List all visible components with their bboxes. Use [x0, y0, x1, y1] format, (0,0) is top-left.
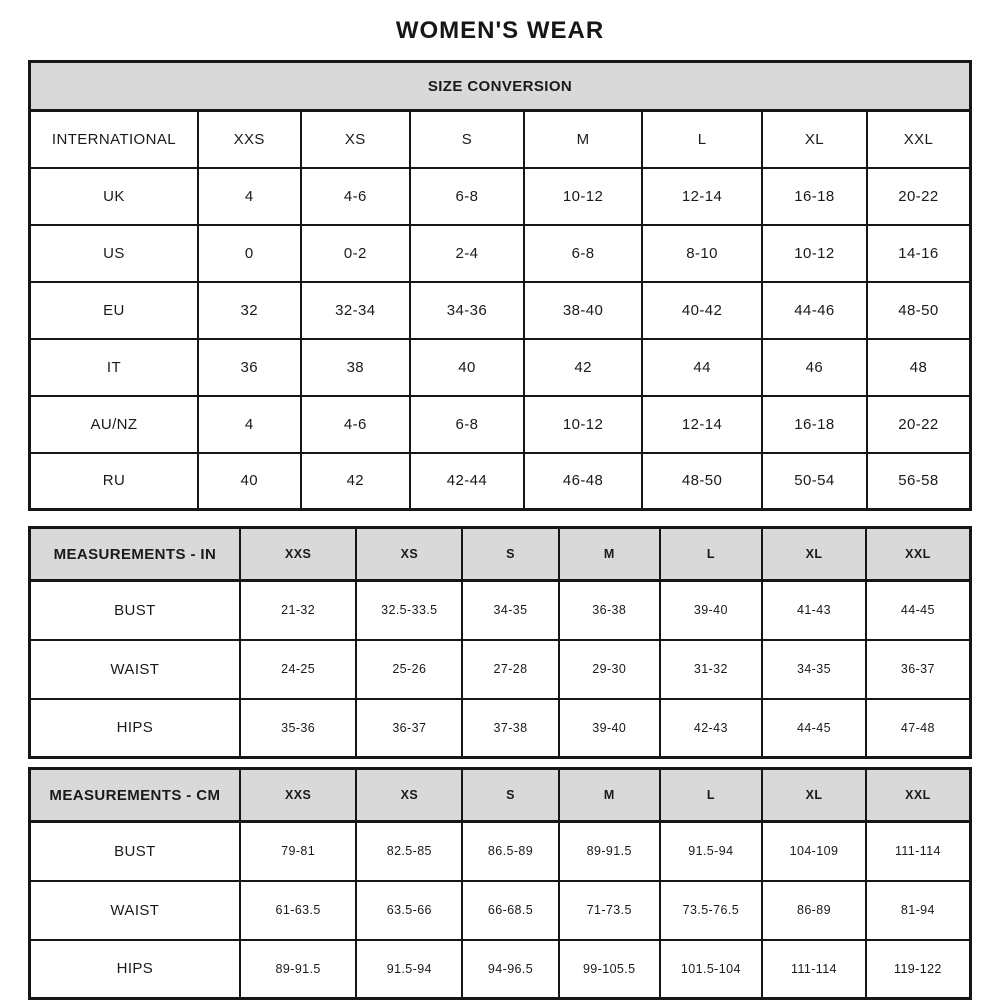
column-header-size: S [462, 769, 559, 822]
size-value-cell: 6-8 [524, 225, 643, 282]
measurement-value-cell: 86-89 [762, 881, 866, 940]
measurement-value-cell: 32.5-33.5 [356, 581, 462, 640]
measurement-value-cell: 89-91.5 [240, 940, 357, 999]
region-label: UK [30, 168, 198, 225]
column-header-size: M [559, 528, 660, 581]
size-value-cell: 44 [642, 339, 762, 396]
measurements-in-row [30, 581, 971, 640]
size-value-cell: 12-14 [642, 396, 762, 453]
table-gap [28, 511, 972, 518]
column-header-size: XXS [240, 528, 357, 581]
size-value-cell: 4 [198, 168, 301, 225]
measurement-value-cell: 34-35 [462, 581, 559, 640]
measurements-in-row [30, 699, 971, 758]
column-header-size: XS [356, 769, 462, 822]
size-value-cell: 8-10 [642, 225, 762, 282]
measurement-value-cell: 39-40 [660, 581, 763, 640]
size-value-cell: 6-8 [410, 396, 524, 453]
size-value-cell: 0 [198, 225, 301, 282]
measurement-value-cell: 73.5-76.5 [660, 881, 763, 940]
measurement-value-cell: 71-73.5 [559, 881, 660, 940]
size-value-cell: 42 [301, 453, 411, 510]
measurement-value-cell: 111-114 [866, 822, 971, 881]
size-value-cell: 4-6 [301, 396, 411, 453]
size-value-cell: 48-50 [867, 282, 971, 339]
measurements-cm-header-row [30, 769, 971, 822]
measurements-cm-table [28, 767, 972, 1000]
measurement-value-cell: 79-81 [240, 822, 357, 881]
measurement-value-cell: 36-38 [559, 581, 660, 640]
column-header-size: S [410, 111, 524, 168]
size-value-cell: 56-58 [867, 453, 971, 510]
measurement-value-cell: 99-105.5 [559, 940, 660, 999]
measurement-label: BUST [30, 822, 240, 881]
region-label: EU [30, 282, 198, 339]
column-header-size: XS [356, 528, 462, 581]
measurement-value-cell: 29-30 [559, 640, 660, 699]
measurement-value-cell: 82.5-85 [356, 822, 462, 881]
size-value-cell: 10-12 [524, 168, 643, 225]
measurement-value-cell: 42-43 [660, 699, 763, 758]
measurement-value-cell: 31-32 [660, 640, 763, 699]
size-value-cell: 48 [867, 339, 971, 396]
measurements-cm-row [30, 940, 971, 999]
measurement-value-cell: 44-45 [762, 699, 866, 758]
column-header-size: L [660, 769, 763, 822]
column-header-size: XXL [867, 111, 971, 168]
column-header-size: XXL [866, 528, 971, 581]
column-header-size: S [462, 528, 559, 581]
measurement-value-cell: 37-38 [462, 699, 559, 758]
measurement-value-cell: 81-94 [866, 881, 971, 940]
measurement-value-cell: 35-36 [240, 699, 357, 758]
region-label: RU [30, 453, 198, 510]
measurement-value-cell: 61-63.5 [240, 881, 357, 940]
column-header-size: XL [762, 528, 866, 581]
measurement-value-cell: 47-48 [866, 699, 971, 758]
column-header-international: INTERNATIONAL [30, 111, 198, 168]
measurement-value-cell: 25-26 [356, 640, 462, 699]
column-header-size: L [642, 111, 762, 168]
size-value-cell: 46-48 [524, 453, 643, 510]
size-value-cell: 0-2 [301, 225, 411, 282]
size-chart-page [28, 0, 972, 1000]
measurement-value-cell: 24-25 [240, 640, 357, 699]
size-conversion-row [30, 282, 971, 339]
measurement-value-cell: 89-91.5 [559, 822, 660, 881]
page-title: WOMEN'S WEAR [395, 17, 605, 44]
column-header-size: M [559, 769, 660, 822]
measurements-in-header-row [30, 528, 971, 581]
measurements-in-table [28, 526, 972, 759]
size-value-cell: 10-12 [762, 225, 867, 282]
size-value-cell: 32 [198, 282, 301, 339]
size-value-cell: 46 [762, 339, 867, 396]
column-header-size: XS [301, 111, 411, 168]
size-value-cell: 42-44 [410, 453, 524, 510]
measurement-label: WAIST [30, 640, 240, 699]
size-value-cell: 38 [301, 339, 411, 396]
size-value-cell: 44-46 [762, 282, 867, 339]
measurement-value-cell: 21-32 [240, 581, 357, 640]
size-value-cell: 40 [198, 453, 301, 510]
region-label: IT [30, 339, 198, 396]
size-conversion-row [30, 453, 971, 510]
size-conversion-table [28, 60, 972, 511]
size-value-cell: 38-40 [524, 282, 643, 339]
measurement-value-cell: 36-37 [866, 640, 971, 699]
measurement-value-cell: 91.5-94 [660, 822, 763, 881]
measurement-label: HIPS [30, 699, 240, 758]
size-value-cell: 16-18 [762, 168, 867, 225]
size-value-cell: 20-22 [867, 168, 971, 225]
measurement-value-cell: 91.5-94 [356, 940, 462, 999]
measurement-value-cell: 66-68.5 [462, 881, 559, 940]
measurements-cm-row [30, 881, 971, 940]
measurement-value-cell: 36-37 [356, 699, 462, 758]
size-value-cell: 32-34 [301, 282, 411, 339]
size-value-cell: 10-12 [524, 396, 643, 453]
size-value-cell: 12-14 [642, 168, 762, 225]
column-header-size: XXS [198, 111, 301, 168]
size-conversion-row [30, 396, 971, 453]
measurement-value-cell: 86.5-89 [462, 822, 559, 881]
measurement-value-cell: 41-43 [762, 581, 866, 640]
measurement-value-cell: 119-122 [866, 940, 971, 999]
measurement-label: BUST [30, 581, 240, 640]
measurement-value-cell: 44-45 [866, 581, 971, 640]
column-header-size: XXL [866, 769, 971, 822]
size-value-cell: 14-16 [867, 225, 971, 282]
column-header-size: L [660, 528, 763, 581]
measurements-cm-header: MEASUREMENTS - CM [30, 769, 240, 822]
column-header-size: XL [762, 769, 866, 822]
size-value-cell: 36 [198, 339, 301, 396]
measurement-value-cell: 101.5-104 [660, 940, 763, 999]
size-conversion-banner-row [30, 62, 971, 111]
measurement-value-cell: 111-114 [762, 940, 866, 999]
size-value-cell: 4 [198, 396, 301, 453]
size-value-cell: 40 [410, 339, 524, 396]
measurement-value-cell: 39-40 [559, 699, 660, 758]
size-conversion-header: SIZE CONVERSION [30, 62, 971, 111]
size-value-cell: 4-6 [301, 168, 411, 225]
measurement-label: WAIST [30, 881, 240, 940]
measurements-cm-row [30, 822, 971, 881]
measurements-in-header: MEASUREMENTS - IN [30, 528, 240, 581]
size-value-cell: 2-4 [410, 225, 524, 282]
region-label: US [30, 225, 198, 282]
column-header-size: M [524, 111, 643, 168]
measurement-value-cell: 63.5-66 [356, 881, 462, 940]
column-header-size: XL [762, 111, 867, 168]
column-header-size: XXS [240, 769, 357, 822]
region-label: AU/NZ [30, 396, 198, 453]
size-conversion-row [30, 339, 971, 396]
size-value-cell: 20-22 [867, 396, 971, 453]
size-conversion-column-header-row [30, 111, 971, 168]
size-value-cell: 48-50 [642, 453, 762, 510]
size-value-cell: 6-8 [410, 168, 524, 225]
measurement-value-cell: 104-109 [762, 822, 866, 881]
size-value-cell: 50-54 [762, 453, 867, 510]
size-conversion-row [30, 168, 971, 225]
measurement-value-cell: 34-35 [762, 640, 866, 699]
size-conversion-row [30, 225, 971, 282]
measurement-label: HIPS [30, 940, 240, 999]
measurement-value-cell: 94-96.5 [462, 940, 559, 999]
measurement-value-cell: 27-28 [462, 640, 559, 699]
size-value-cell: 40-42 [642, 282, 762, 339]
size-value-cell: 16-18 [762, 396, 867, 453]
size-value-cell: 42 [524, 339, 643, 396]
size-value-cell: 34-36 [410, 282, 524, 339]
measurements-in-row [30, 640, 971, 699]
